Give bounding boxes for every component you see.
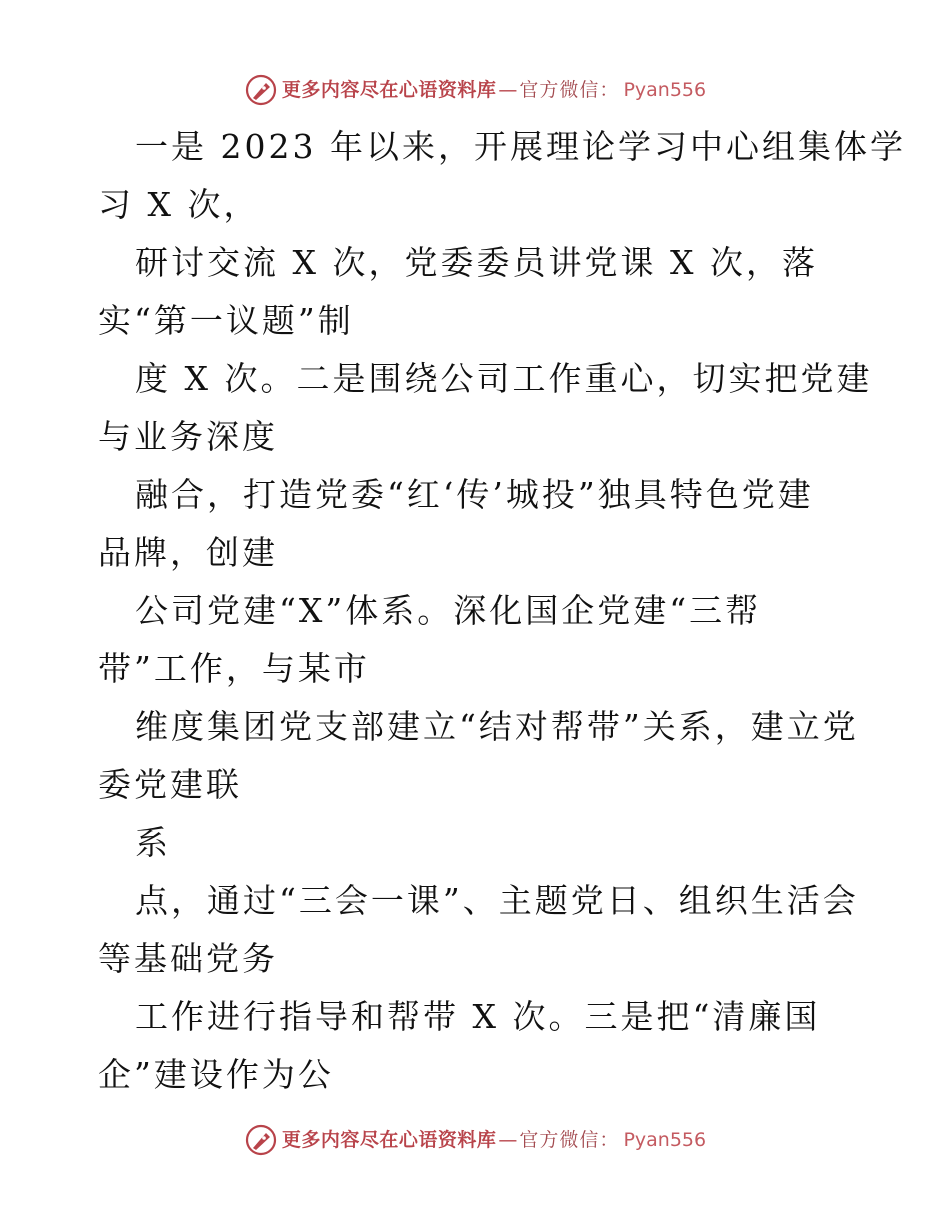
- text-line: 一是 2023 年以来，开展理论学习中心组集体学: [135, 127, 906, 166]
- text-line: 系: [135, 823, 171, 862]
- text-line: 公司党建“X”体系。深化国企党建“三帮: [135, 591, 762, 630]
- text-line: 工作进行指导和帮带 X 次。三是把“清廉国: [135, 997, 821, 1036]
- footer-watermark: [0, 1120, 950, 1160]
- watermark-dash: —: [498, 79, 518, 101]
- text-line: 习 X 次，: [98, 185, 260, 224]
- watermark-dash: —: [498, 1129, 518, 1151]
- text-line: 品牌，创建: [98, 533, 278, 572]
- watermark-wechat-id: Pyan556: [623, 1129, 707, 1151]
- watermark-wechat-label: 官方微信：: [519, 1129, 620, 1151]
- text-line: 融合，打造党委“红‘传’城投”独具特色党建: [135, 475, 814, 514]
- text-line: 带”工作，与某市: [98, 649, 370, 688]
- text-line: 维度集团党支部建立“结对帮带”关系，建立党: [135, 707, 859, 746]
- text-line: 实“第一议题”制: [98, 301, 354, 340]
- text-line: 研讨交流 X 次，党委委员讲党课 X 次，落: [135, 243, 818, 282]
- text-line: 等基础党务: [98, 939, 278, 978]
- watermark-main-text: 更多内容尽在心语资料库: [281, 79, 497, 101]
- pen-nib-seal-icon: [244, 73, 278, 107]
- text-line: 企”建设作为公: [98, 1055, 334, 1094]
- text-line: 度 X 次。二是围绕公司工作重心，切实把党建: [135, 359, 873, 398]
- text-line: 委党建联: [98, 765, 242, 804]
- pen-nib-seal-icon: [244, 1123, 278, 1157]
- text-line: 与业务深度: [98, 417, 278, 456]
- watermark-main-text: 更多内容尽在心语资料库: [281, 1129, 497, 1151]
- text-line: 点，通过“三会一课”、主题党日、组织生活会: [135, 881, 859, 920]
- header-watermark: [0, 70, 950, 110]
- watermark-wechat-label: 官方微信：: [519, 79, 620, 101]
- watermark-wechat-id: Pyan556: [623, 79, 707, 101]
